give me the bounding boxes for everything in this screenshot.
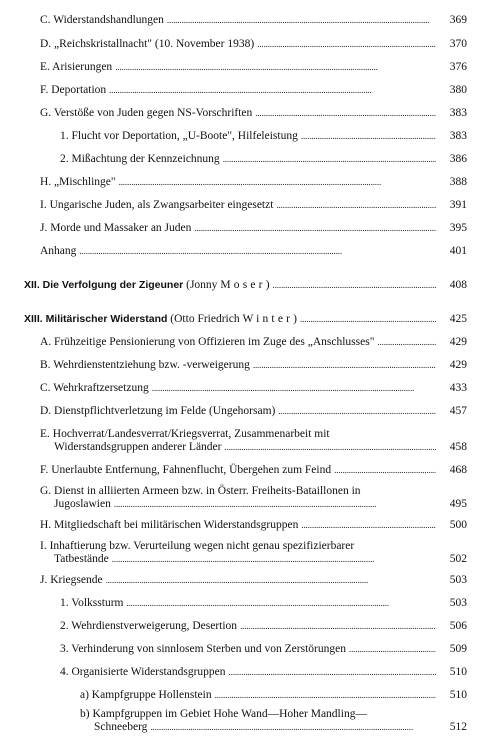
dot-leader: [349, 643, 436, 656]
toc-entry-page: 425: [449, 313, 467, 325]
toc-entry-page: 457: [449, 405, 467, 417]
toc-chapter: [0, 313, 494, 326]
toc-entry-page: 503: [449, 597, 467, 609]
toc-entry-page: 376: [449, 61, 467, 73]
toc-entry-label: B. Wehrdienstentziehung bzw. -verweigerung: [40, 359, 250, 371]
toc-entry-label: Widerstandsgruppen anderer Länder: [54, 441, 222, 453]
toc-entry-page: 502: [449, 553, 467, 565]
chapter-author-prefix: (Otto Friedrich: [167, 313, 243, 325]
toc-entry: [0, 519, 494, 532]
toc-entry-label: J. Kriegsende: [40, 574, 103, 586]
toc-entry-label: D. „Reichskristallnacht" (10. November 1938): [40, 38, 255, 50]
dot-leader: [106, 574, 436, 587]
toc-chapter-label: [24, 279, 270, 292]
dot-leader: [377, 336, 436, 349]
toc-entry: [0, 199, 494, 212]
toc-entry: [0, 708, 494, 734]
chapter-author: Winter: [242, 313, 294, 325]
toc-entry-page: 503: [449, 574, 467, 586]
toc-chapter-label: [24, 313, 297, 326]
dot-leader: [273, 279, 436, 292]
toc-entry: [0, 689, 494, 702]
toc-entry-page: 468: [449, 464, 467, 476]
dot-leader: [112, 553, 436, 566]
toc-entry-page: 506: [449, 620, 467, 632]
toc-entry-label-line1: E. Hochverrat/Landesverrat/Kriegsverrat, Zusammenarbeit mit: [40, 428, 330, 440]
dot-leader: [79, 245, 436, 258]
toc-entry-page: 388: [449, 176, 467, 188]
toc-entry-label: D. Dienstpflichtverletzung im Felde (Ungehorsam): [40, 405, 276, 417]
toc-entry-page: 429: [449, 336, 467, 348]
toc-entry-label: 2. Wehrdienstverweigerung, Desertion: [60, 620, 238, 632]
toc-entry-label-line1: b) Kampfgruppen im Gebiet Hohe Wand—Hoher Mandling—: [80, 708, 367, 720]
toc-entry-page: 401: [449, 245, 467, 257]
dot-leader: [225, 441, 437, 454]
toc-entry-label: C. Widerstandshandlungen: [40, 14, 164, 26]
toc-entry-page: 370: [449, 38, 467, 50]
dot-leader: [253, 359, 436, 372]
toc-entry-page: 383: [449, 130, 467, 142]
toc-entry-page: 510: [449, 689, 467, 701]
toc-entry-label: G. Verstöße von Juden gegen NS-Vorschriften: [40, 107, 253, 119]
toc-entry: [0, 382, 494, 395]
toc-entry-label: Jugoslawien: [54, 498, 111, 510]
toc-entry: [0, 245, 494, 258]
chapter-author-suffix: ): [293, 313, 297, 325]
toc-entry-page: 509: [449, 643, 467, 655]
toc-entry-label: Anhang: [40, 245, 77, 257]
dot-leader: [276, 199, 436, 212]
toc-entry: [0, 84, 494, 97]
toc-entry-page: 458: [449, 441, 467, 453]
dot-leader: [278, 405, 436, 418]
toc-entry-label: C. Wehrkraftzersetzung: [40, 382, 149, 394]
dot-leader: [114, 498, 436, 511]
chapter-author-prefix: (Jonny: [183, 279, 221, 291]
toc-entry: [0, 540, 494, 566]
toc-entry-page: 408: [449, 279, 467, 291]
toc-entry-label: a) Kampfgruppe Hollenstein: [80, 689, 212, 701]
toc-entry: [0, 620, 494, 633]
toc-entry: [0, 14, 494, 27]
chapter-number: XII.: [24, 279, 40, 291]
dot-leader: [150, 721, 436, 734]
dot-leader: [167, 14, 436, 27]
toc-entry-label: I. Ungarische Juden, als Zwangsarbeiter eingesetzt: [40, 199, 274, 211]
toc-entry: [0, 176, 494, 189]
chapter-title: Militärischer Widerstand: [45, 313, 168, 325]
toc-chapter: [0, 279, 494, 292]
toc-entry-label: A. Frühzeitige Pensionierung von Offizieren im Zuge des „Anschlusses": [40, 336, 375, 348]
toc-entry: [0, 130, 494, 143]
toc-entry-page: 386: [449, 153, 467, 165]
dot-leader: [152, 382, 436, 395]
dot-leader: [301, 130, 436, 143]
dot-leader: [255, 107, 436, 120]
toc-entry-label: E. Arisierungen: [40, 61, 113, 73]
dot-leader: [119, 176, 436, 189]
toc-entry: [0, 107, 494, 120]
toc-entry-label: 1. Volkssturm: [60, 597, 124, 609]
dot-leader: [115, 61, 436, 74]
toc-entry-label: Tatbestände: [54, 553, 109, 565]
toc-entry: [0, 359, 494, 372]
toc-entry-label: J. Morde und Massaker an Juden: [40, 222, 192, 234]
toc-entry: [0, 222, 494, 235]
chapter-author-suffix: ): [265, 279, 270, 291]
toc-entry: [0, 428, 494, 454]
toc-entry-label: 3. Verhinderung von sinnlosem Sterben und von Zerstörungen: [60, 643, 346, 655]
toc-entry: [0, 485, 494, 511]
toc-entry-page: 395: [449, 222, 467, 234]
toc-entry: [0, 643, 494, 656]
toc-entry-label-line1: I. Inhaftierung bzw. Verurteilung wegen nicht genau spezifizierbarer: [40, 540, 355, 552]
toc-entry-label: H. „Mischlinge": [40, 176, 116, 188]
dot-leader: [257, 38, 436, 51]
toc-entry-label-line1: G. Dienst in alliierten Armeen bzw. in Österr. Freiheits-Bataillonen in: [40, 485, 361, 497]
toc-entry-label: 2. Mißachtung der Kennzeichnung: [60, 153, 220, 165]
toc-entry-page: 495: [449, 498, 467, 510]
toc-entry-page: 380: [449, 84, 467, 96]
toc-entry-page: 369: [449, 14, 467, 26]
toc-entry-page: 510: [449, 666, 467, 678]
toc-entry: [0, 597, 494, 610]
toc-entry: [0, 405, 494, 418]
dot-leader: [194, 222, 436, 235]
toc-entry: [0, 574, 494, 587]
toc-entry-page: 433: [449, 382, 467, 394]
toc-entry-label: F. Unerlaubte Entfernung, Fahnenflucht, Übergehen zum Feind: [40, 464, 332, 476]
toc-entry-label: 4. Organisierte Widerstandsgruppen: [60, 666, 226, 678]
toc-entry: [0, 153, 494, 166]
toc-entry-page: 383: [449, 107, 467, 119]
toc-entry-page: 429: [449, 359, 467, 371]
toc-entry-label: H. Mitgliedschaft bei militärischen Widerstandsgruppen: [40, 519, 299, 531]
toc-entry-label: Schneeberg: [94, 721, 148, 733]
dot-leader: [240, 620, 436, 633]
chapter-number: XIII.: [24, 313, 43, 325]
toc-entry-label: 1. Flucht vor Deportation, „U-Boote", Hilfeleistung: [60, 130, 298, 142]
dot-leader: [300, 313, 436, 326]
toc-entry: [0, 61, 494, 74]
toc-entry-page: 391: [449, 199, 467, 211]
dot-leader: [334, 464, 436, 477]
toc-entry-page: 512: [449, 721, 467, 733]
toc-entry: [0, 666, 494, 679]
toc-entry: [0, 464, 494, 477]
chapter-title: Die Verfolgung der Zigeuner: [42, 279, 184, 291]
dot-leader: [229, 666, 436, 679]
toc-entry: [0, 336, 494, 349]
dot-leader: [215, 689, 436, 702]
dot-leader: [301, 519, 436, 532]
chapter-author: Moser: [220, 279, 266, 291]
dot-leader: [223, 153, 436, 166]
toc-entry-page: 500: [449, 519, 467, 531]
toc-entry: [0, 38, 494, 51]
dot-leader: [109, 84, 436, 97]
dot-leader: [126, 597, 436, 610]
toc-entry-label: F. Deportation: [40, 84, 107, 96]
